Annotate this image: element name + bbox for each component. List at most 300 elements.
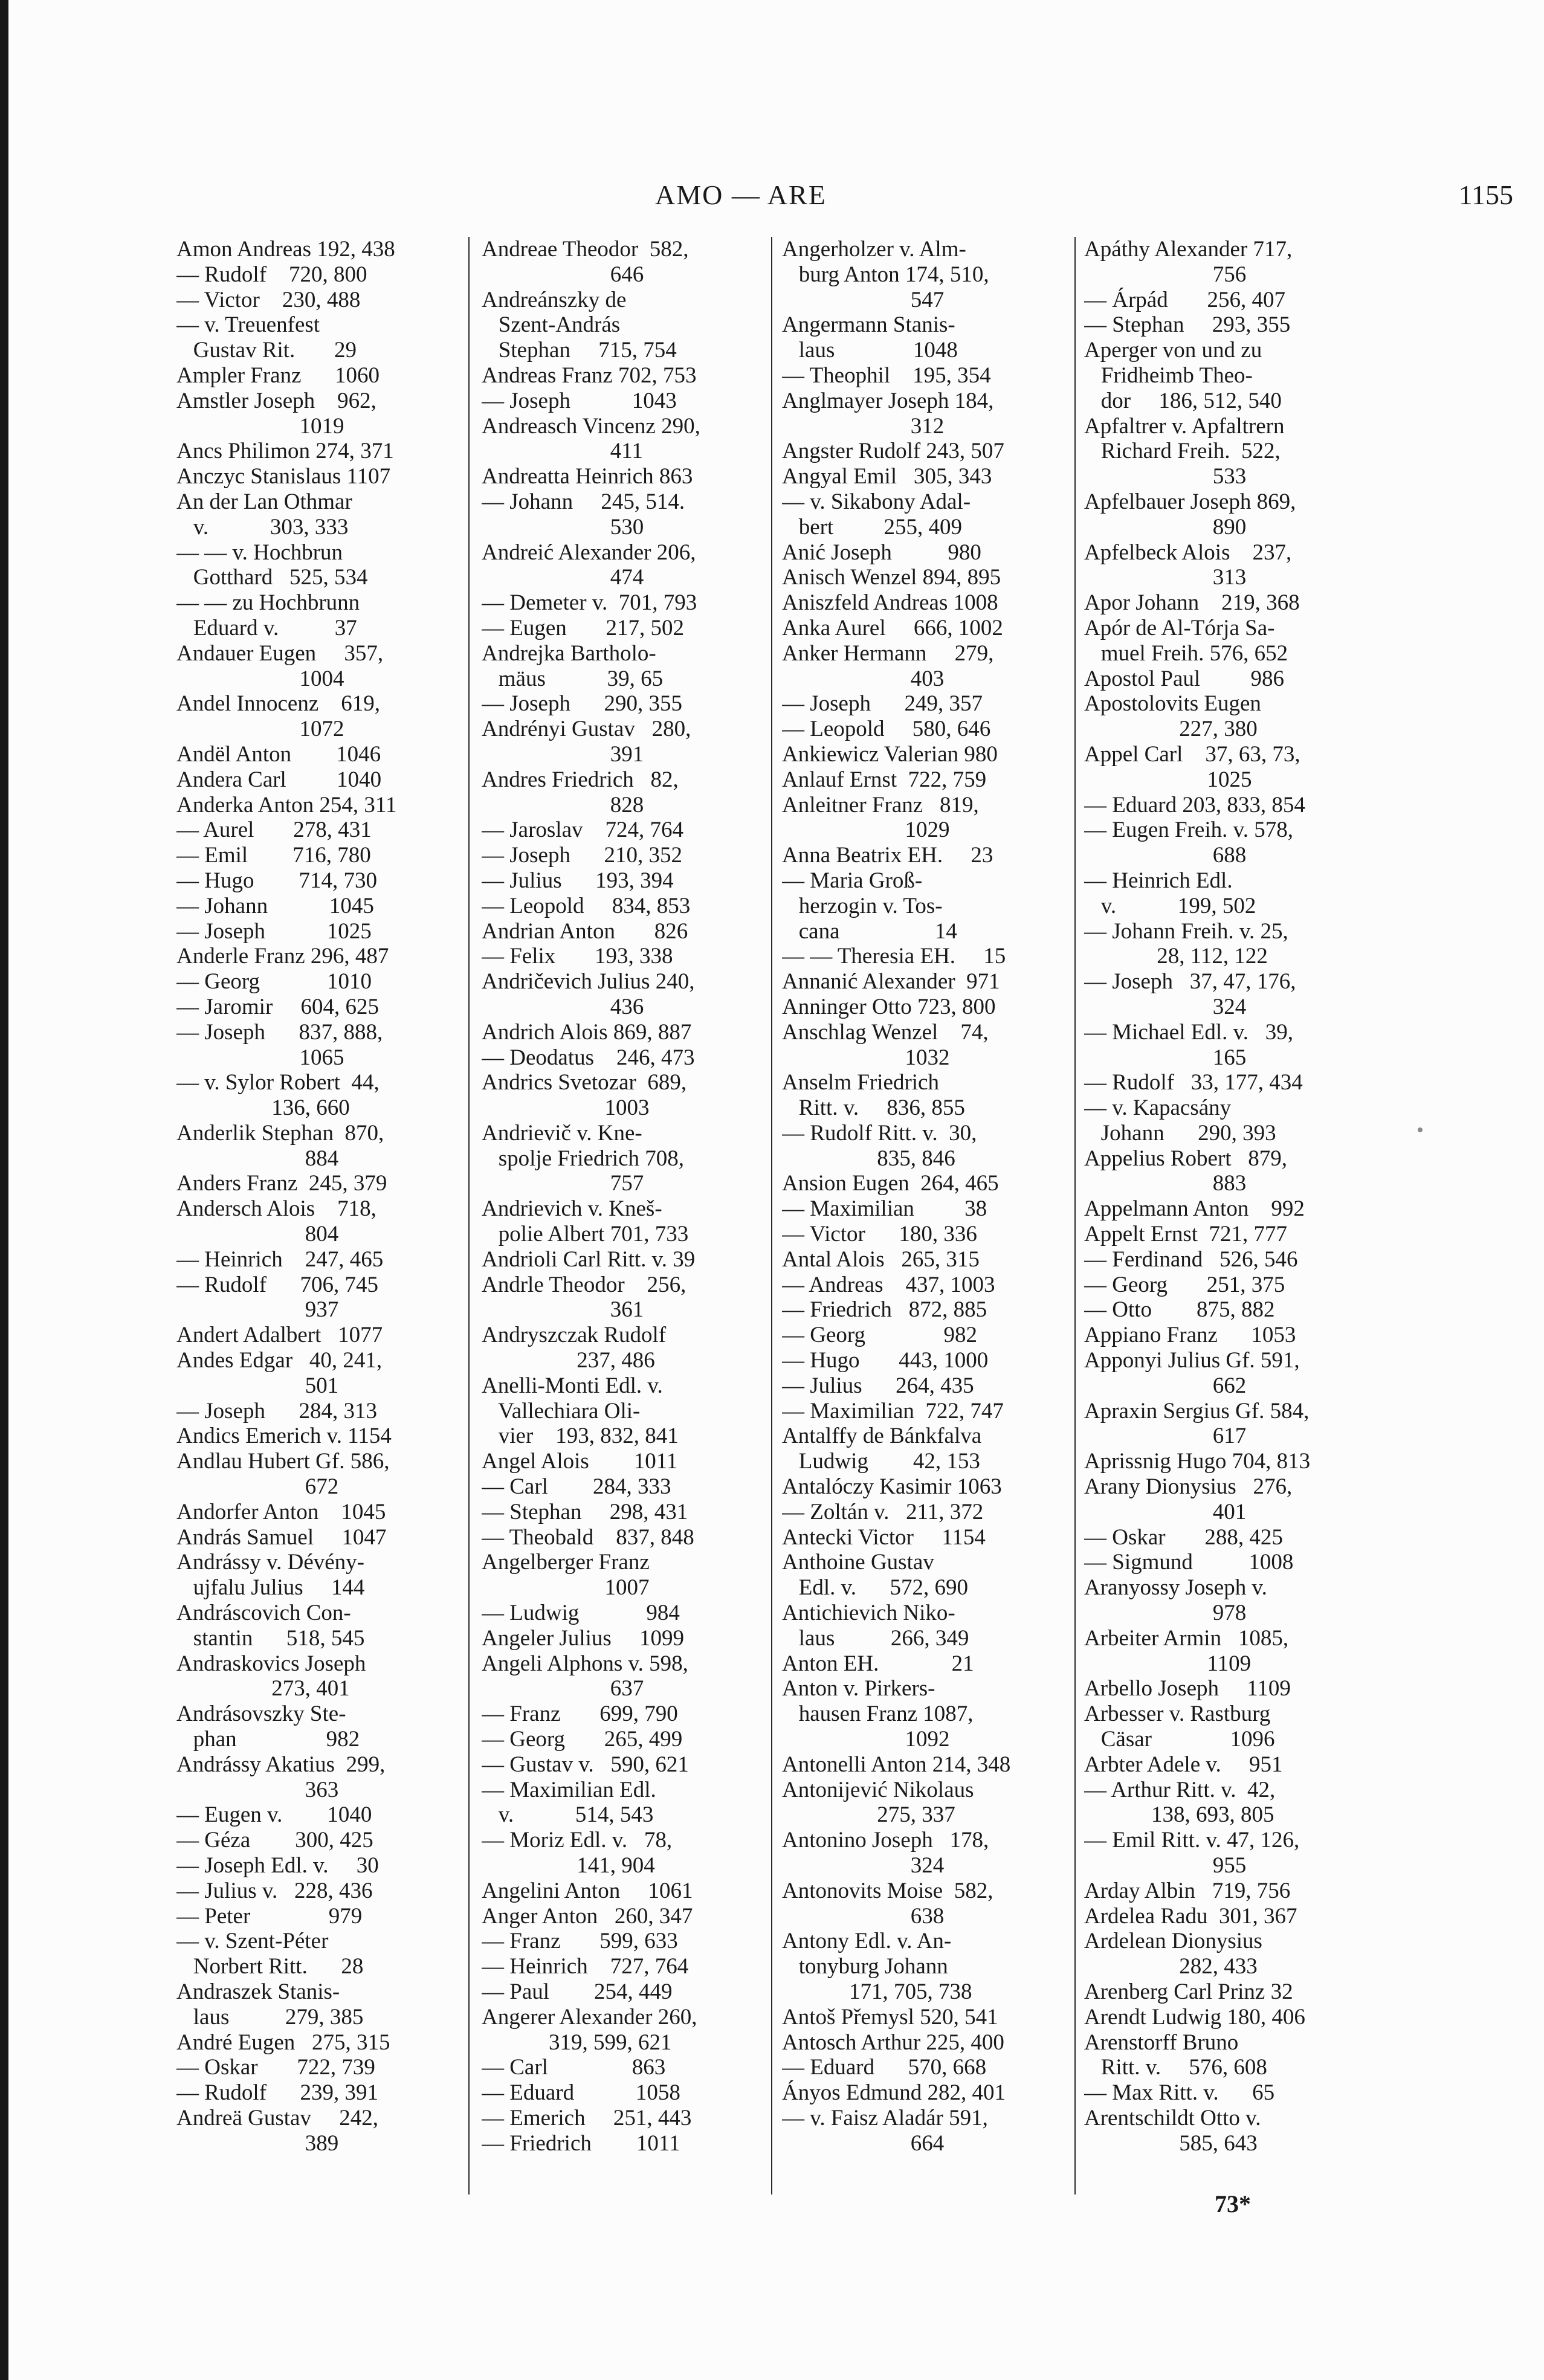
index-entry: Arendt Ludwig 180, 406 [1084, 2004, 1305, 2030]
index-column-3 [782, 237, 1072, 2201]
index-entry: — v. Szent-Péter [176, 1929, 329, 1954]
index-entry: Andrássy Akatius 299, [176, 1752, 386, 1777]
index-entry: Apfelbeck Alois 237, [1084, 540, 1292, 565]
index-entry: Ancs Philimon 274, 371 [176, 439, 394, 464]
index-entry: Andlau Hubert Gf. 586, [176, 1449, 390, 1474]
index-entry: — Johann Freih. v. 25, [1084, 918, 1288, 944]
index-entry: Angelini Anton 1061 [482, 1878, 693, 1903]
index-entry: Andrievich v. Kneš- [482, 1196, 662, 1222]
index-entry: — Heinrich 247, 465 [176, 1246, 384, 1272]
index-entry: Norbert Ritt. 28 [176, 1954, 364, 1979]
index-entry: Ardelean Dionysius [1084, 1929, 1262, 1954]
index-entry: Antony Edl. v. An- [782, 1929, 952, 1954]
index-entry: Antoš Přemysl 520, 541 [782, 2004, 998, 2030]
index-entry: 501 [176, 1373, 339, 1398]
index-entry: Angeler Julius 1099 [482, 1625, 685, 1651]
index-entry: 324 [1084, 994, 1247, 1019]
index-entry: Arenberg Carl Prinz 32 [1084, 1979, 1293, 2004]
column-rule-2 [771, 237, 772, 2195]
index-entry: bert 255, 409 [782, 514, 963, 540]
index-entry: Amstler Joseph 962, [176, 388, 376, 413]
index-entry: — Paul 254, 449 [482, 1979, 673, 2004]
index-entry: 227, 380 [1084, 717, 1258, 742]
index-entry: — Jaroslav 724, 764 [482, 818, 683, 843]
index-entry: — Sigmund 1008 [1084, 1550, 1294, 1575]
index-entry: laus 266, 349 [782, 1625, 969, 1651]
index-entry: — Rudolf 239, 391 [176, 2080, 379, 2106]
index-entry: 547 [782, 287, 945, 312]
index-entry: — Felix 193, 338 [482, 944, 673, 969]
index-entry: Andorfer Anton 1045 [176, 1499, 386, 1524]
index-entry: 828 [482, 792, 644, 818]
index-entry: phan 982 [176, 1727, 360, 1752]
index-entry: 585, 643 [1084, 2130, 1258, 2156]
index-entry: 617 [1084, 1424, 1247, 1449]
index-entry: 1029 [782, 818, 950, 843]
index-entry: Antichievich Niko- [782, 1601, 955, 1626]
index-entry: Antal Alois 265, 315 [782, 1246, 980, 1272]
index-entry: Angelberger Franz [482, 1550, 650, 1575]
index-entry: Andersch Alois 718, [176, 1196, 376, 1222]
index-column-4 [1084, 237, 1374, 2201]
index-entry: 319, 599, 621 [482, 2030, 672, 2055]
index-entry: Andauer Eugen 357, [176, 640, 384, 666]
index-entry: — Rudolf Ritt. v. 30, [782, 1120, 977, 1146]
index-entry: — Hugo 443, 1000 [782, 1348, 989, 1373]
index-entry: Edl. v. 572, 690 [782, 1575, 968, 1601]
index-entry: — Joseph Edl. v. 30 [176, 1853, 379, 1878]
index-entry: Johann 290, 393 [1084, 1120, 1276, 1146]
print-speck [1418, 1127, 1423, 1132]
index-entry: Anlauf Ernst 722, 759 [782, 767, 987, 792]
index-entry: — Peter 979 [176, 1903, 363, 1929]
index-entry: — Georg 1010 [176, 969, 372, 995]
index-entry: Ritt. v. 836, 855 [782, 1095, 965, 1121]
index-entry: Angerholzer v. Alm- [782, 237, 966, 262]
index-entry: v. 199, 502 [1084, 893, 1256, 918]
index-entry: — Joseph 249, 357 [782, 691, 983, 717]
index-entry: Arday Albin 719, 756 [1084, 1878, 1291, 1903]
index-entry: Andrioli Carl Ritt. v. 39 [482, 1246, 696, 1272]
index-entry: Ardelea Radu 301, 367 [1084, 1903, 1297, 1929]
index-entry: 141, 904 [482, 1853, 655, 1878]
index-entry: 1072 [176, 717, 344, 742]
index-entry: 391 [482, 741, 644, 767]
index-entry: — Friedrich 1011 [482, 2130, 680, 2156]
index-entry: — Julius v. 228, 436 [176, 1878, 373, 1903]
index-entry: 324 [782, 1853, 945, 1878]
index-entry: Andreä Gustav 242, [176, 2105, 378, 2130]
index-entry: 361 [482, 1297, 644, 1323]
index-entry: Andreae Theodor 582, [482, 237, 689, 262]
index-entry: — Emil Ritt. v. 47, 126, [1084, 1828, 1300, 1853]
index-entry: Appelt Ernst 721, 777 [1084, 1222, 1288, 1247]
index-entry: 401 [1084, 1499, 1247, 1524]
column-rule-3 [1074, 237, 1076, 2195]
index-entry: 978 [1084, 1601, 1247, 1626]
index-entry: Andrássy v. Dévény- [176, 1550, 364, 1575]
index-entry: — Joseph 284, 313 [176, 1398, 377, 1424]
index-entry: — Rudolf 33, 177, 434 [1084, 1070, 1303, 1095]
index-entry: Andreatta Heinrich 863 [482, 464, 693, 489]
index-entry: 884 [176, 1146, 339, 1171]
index-entry: Appel Carl 37, 63, 73, [1084, 741, 1300, 767]
index-entry: Fridheimb Theo- [1084, 363, 1253, 388]
index-entry: — Carl 863 [482, 2055, 666, 2080]
index-entry: — Eugen Freih. v. 578, [1084, 818, 1293, 843]
index-entry: — Géza 300, 425 [176, 1828, 373, 1853]
index-entry: Anton v. Pirkers- [782, 1676, 935, 1701]
index-entry: v. 514, 543 [482, 1802, 654, 1828]
index-entry: Andraszek Stanis- [176, 1979, 340, 2004]
index-entry: 533 [1084, 464, 1247, 489]
index-entry: — Andreas 437, 1003 [782, 1272, 995, 1297]
index-entry: Arbello Joseph 1109 [1084, 1676, 1291, 1701]
index-entry: Appiano Franz 1053 [1084, 1323, 1296, 1348]
index-entry: — Maria Groß- [782, 868, 923, 893]
index-entry: polie Albert 701, 733 [482, 1222, 689, 1247]
index-entry: cana 14 [782, 918, 957, 944]
index-entry: Andera Carl 1040 [176, 767, 382, 792]
index-entry: Anleitner Franz 819, [782, 792, 979, 818]
index-entry: Apfaltrer v. Apfaltrern [1084, 413, 1285, 439]
index-entry: — Eduard 1058 [482, 2080, 680, 2106]
index-entry: — Leopold 834, 853 [482, 893, 691, 918]
index-entry: — Demeter v. 701, 793 [482, 590, 697, 616]
index-entry: — Stephan 298, 431 [482, 1499, 688, 1524]
index-entry: Andres Friedrich 82, [482, 767, 679, 792]
index-entry: Anka Aurel 666, 1002 [782, 615, 1003, 640]
index-entry: — — v. Hochbrun [176, 540, 343, 565]
index-entry: Ansion Eugen 264, 465 [782, 1171, 999, 1196]
index-entry: Antonelli Anton 214, 348 [782, 1752, 1011, 1777]
index-entry: — Franz 699, 790 [482, 1701, 678, 1727]
index-entry: herzogin v. Tos- [782, 893, 943, 918]
index-entry: 1032 [782, 1045, 950, 1070]
page-number: 1155 [1458, 179, 1513, 210]
index-entry: 28, 112, 122 [1084, 944, 1268, 969]
index-entry: 273, 401 [176, 1676, 350, 1701]
index-entry: 165 [1084, 1045, 1247, 1070]
index-entry: stantin 518, 545 [176, 1625, 365, 1651]
index-entry: — Arthur Ritt. v. 42, [1084, 1777, 1276, 1802]
index-entry: Andrievič v. Kne- [482, 1120, 642, 1146]
index-entry: Anna Beatrix EH. 23 [782, 843, 993, 868]
index-entry: 883 [1084, 1171, 1247, 1196]
index-entry: — Maximilian Edl. [482, 1777, 656, 1802]
index-entry: Vallechiara Oli- [482, 1398, 641, 1424]
index-entry: Andes Edgar 40, 241, [176, 1348, 383, 1373]
index-entry: — Theobald 837, 848 [482, 1524, 694, 1550]
index-entry: Angeli Alphons v. 598, [482, 1651, 688, 1676]
index-entry: 1004 [176, 666, 344, 691]
index-entry: dor 186, 512, 540 [1084, 388, 1282, 413]
index-entry: — v. Faisz Aladár 591, [782, 2105, 988, 2130]
index-entry: Annanić Alexander 971 [782, 969, 1000, 995]
index-entry: — Otto 875, 882 [1084, 1297, 1275, 1323]
index-entry: 1065 [176, 1045, 344, 1070]
index-entry: mäus 39, 65 [482, 666, 664, 691]
index-entry: 171, 705, 738 [782, 1979, 972, 2004]
index-entry: Richard Freih. 522, [1084, 439, 1281, 464]
index-entry: — Victor 180, 336 [782, 1222, 977, 1247]
index-entry: hausen Franz 1087, [782, 1701, 974, 1727]
index-entry: 756 [1084, 262, 1247, 287]
index-entry: Apor Johann 219, 368 [1084, 590, 1300, 616]
index-entry: — Joseph 1025 [176, 918, 372, 944]
index-entry: — Gustav v. 590, 621 [482, 1752, 689, 1777]
index-entry: Andráscovich Con- [176, 1601, 351, 1626]
index-entry: Andrejka Bartholo- [482, 640, 656, 666]
index-entry: Anthoine Gustav [782, 1550, 934, 1575]
index-entry: Apostolovits Eugen [1084, 691, 1261, 717]
index-entry: — Emerich 251, 443 [482, 2105, 692, 2130]
index-entry: Ritt. v. 576, 608 [1084, 2055, 1267, 2080]
index-entry: Anton EH. 21 [782, 1651, 974, 1676]
index-entry: Anisch Wenzel 894, 895 [782, 565, 1001, 590]
index-entry: 1019 [176, 413, 344, 439]
index-entry: 646 [482, 262, 644, 287]
index-entry: Apraxin Sergius Gf. 584, [1084, 1398, 1310, 1424]
index-entry: 835, 846 [782, 1146, 955, 1171]
index-entry: — Joseph 37, 47, 176, [1084, 969, 1296, 995]
index-entry: Anker Hermann 279, [782, 640, 994, 666]
index-entry: 389 [176, 2130, 339, 2156]
index-entry: Angermann Stanis- [782, 312, 955, 338]
index-entry: Angel Alois 1011 [482, 1449, 678, 1474]
index-entry: 436 [482, 994, 644, 1019]
index-entry: An der Lan Othmar [176, 489, 352, 514]
index-entry: Ankiewicz Valerian 980 [782, 741, 998, 767]
index-entry: — Julius 264, 435 [782, 1373, 974, 1398]
index-entry: — Ludwig 984 [482, 1601, 680, 1626]
running-head: AMO — ARE [655, 179, 827, 210]
index-entry: — Joseph 837, 888, [176, 1019, 383, 1045]
index-entry: 411 [482, 439, 643, 464]
index-entry: Gustav Rit. 29 [176, 338, 357, 363]
index-entry: — — zu Hochbrunn [176, 590, 360, 616]
index-entry: — Eugen v. 1040 [176, 1802, 372, 1828]
index-entry: Anderlik Stephan 870, [176, 1120, 384, 1146]
index-entry: — v. Kapacsány [1084, 1095, 1232, 1121]
index-entry: Gotthard 525, 534 [176, 565, 368, 590]
index-entry: Andrényi Gustav 280, [482, 717, 691, 742]
index-entry: Apostol Paul 986 [1084, 666, 1284, 691]
index-entry: Aniszfeld Andreas 1008 [782, 590, 998, 616]
index-entry: Anczyc Stanislaus 1107 [176, 464, 391, 489]
index-entry: — Stephan 293, 355 [1084, 312, 1291, 338]
index-entry: Ányos Edmund 282, 401 [782, 2080, 1006, 2106]
index-entry: Arentschildt Otto v. [1084, 2105, 1261, 2130]
index-entry: — Ferdinand 526, 546 [1084, 1246, 1298, 1272]
index-entry: Andreas Franz 702, 753 [482, 363, 697, 388]
index-entry: 136, 660 [176, 1095, 350, 1121]
index-entry: Andrásovszky Ste- [176, 1701, 346, 1727]
index-entry: — Max Ritt. v. 65 [1084, 2080, 1275, 2106]
index-entry: 474 [482, 565, 644, 590]
index-entry: laus 279, 385 [176, 2004, 364, 2030]
index-entry: — Leopold 580, 646 [782, 717, 991, 742]
index-entry: 312 [782, 413, 945, 439]
index-entry: 282, 433 [1084, 1954, 1258, 1979]
index-entry: — Julius 193, 394 [482, 868, 674, 893]
index-entry: Anselm Friedrich [782, 1070, 939, 1095]
index-entry: — Eduard 203, 833, 854 [1084, 792, 1305, 818]
index-entry: 313 [1084, 565, 1247, 590]
index-entry: Angerer Alexander 260, [482, 2004, 697, 2030]
index-entry: — v. Sylor Robert 44, [176, 1070, 380, 1095]
index-entry: spolje Friedrich 708, [482, 1146, 685, 1171]
index-entry: — Carl 284, 333 [482, 1474, 671, 1500]
index-entry: Arbter Adele v. 951 [1084, 1752, 1283, 1777]
index-entry: Arbesser v. Rastburg [1084, 1701, 1271, 1727]
index-entry: Aprissnig Hugo 704, 813 [1084, 1449, 1311, 1474]
index-entry: Andreić Alexander 206, [482, 540, 696, 565]
index-entry: 237, 486 [482, 1348, 655, 1373]
index-entry: — Joseph 1043 [482, 388, 677, 413]
index-entry: — Zoltán v. 211, 372 [782, 1499, 984, 1524]
index-entry: Antalóczy Kasimir 1063 [782, 1474, 1002, 1500]
index-entry: Antonovits Moise 582, [782, 1878, 993, 1903]
index-entry: Apór de Al-Tórja Sa- [1084, 615, 1275, 640]
index-entry: 662 [1084, 1373, 1247, 1398]
index-entry: Andrle Theodor 256, [482, 1272, 686, 1297]
index-entry: — Victor 230, 488 [176, 287, 361, 312]
index-entry: — Jaromir 604, 625 [176, 994, 380, 1019]
index-entry: André Eugen 275, 315 [176, 2030, 390, 2055]
index-entry: — Franz 599, 633 [482, 1929, 678, 1954]
index-entry: — Hugo 714, 730 [176, 868, 377, 893]
index-entry: Andics Emerich v. 1154 [176, 1424, 392, 1449]
index-entry: 275, 337 [782, 1802, 955, 1828]
index-entry: 890 [1084, 514, 1247, 540]
index-entry: vier 193, 832, 841 [482, 1424, 679, 1449]
index-entry: Antalffy de Bánkfalva [782, 1424, 982, 1449]
index-entry: — Heinrich 727, 764 [482, 1954, 689, 1979]
index-entry: Antosch Arthur 225, 400 [782, 2030, 1004, 2055]
index-entry: Andraskovics Joseph [176, 1651, 366, 1676]
index-entry: — Eugen 217, 502 [482, 615, 685, 640]
index-entry: — Moriz Edl. v. 78, [482, 1828, 673, 1853]
index-entry: — Aurel 278, 431 [176, 818, 372, 843]
index-entry: Eduard v. 37 [176, 615, 357, 640]
index-entry: v. 303, 333 [176, 514, 349, 540]
index-entry: Antonijević Nikolaus [782, 1777, 974, 1802]
index-entry: — — Theresia EH. 15 [782, 944, 1006, 969]
index-entry: Andel Innocenz 619, [176, 691, 381, 717]
index-entry: Apponyi Julius Gf. 591, [1084, 1348, 1300, 1373]
index-entry: — Friedrich 872, 885 [782, 1297, 987, 1323]
index-entry: 138, 693, 805 [1084, 1802, 1274, 1828]
index-entry: — Maximilian 38 [782, 1196, 987, 1222]
index-entry: Stephan 715, 754 [482, 338, 677, 363]
index-entry: Ludwig 42, 153 [782, 1449, 980, 1474]
index-entry: — Georg 982 [782, 1323, 978, 1348]
index-entry: Aperger von und zu [1084, 338, 1262, 363]
index-entry: 363 [176, 1777, 339, 1802]
index-entry: Arenstorff Bruno [1084, 2030, 1239, 2055]
index-entry: 757 [482, 1171, 644, 1196]
index-entry: — Oskar 288, 425 [1084, 1524, 1283, 1550]
index-entry: — Eduard 570, 668 [782, 2055, 987, 2080]
index-entry: 403 [782, 666, 945, 691]
index-entry: 1007 [482, 1575, 650, 1601]
sheet-signature: 73* [1215, 2190, 1251, 2217]
index-entry: 530 [482, 514, 644, 540]
index-entry: 1025 [1084, 767, 1252, 792]
index-entry: tonyburg Johann [782, 1954, 948, 1979]
index-entry: Anglmayer Joseph 184, [782, 388, 994, 413]
index-entry: — Emil 716, 780 [176, 843, 371, 868]
index-entry: — Georg 251, 375 [1084, 1272, 1285, 1297]
index-entry: — Johann 245, 514. [482, 489, 685, 514]
index-entry: ujfalu Julius 144 [176, 1575, 365, 1601]
index-entry: Angyal Emil 305, 343 [782, 464, 992, 489]
index-entry: Andreasch Vincenz 290, [482, 413, 700, 439]
index-entry: 804 [176, 1222, 339, 1247]
index-entry: — Árpád 256, 407 [1084, 287, 1285, 312]
index-entry: — Theophil 195, 354 [782, 363, 991, 388]
index-entry: Ampler Franz 1060 [176, 363, 380, 388]
index-entry: burg Anton 174, 510, [782, 262, 989, 287]
index-entry: Apfelbauer Joseph 869, [1084, 489, 1296, 514]
index-entry: Andreánszky de [482, 287, 627, 312]
index-column-1 [176, 237, 467, 2201]
index-entry: — Deodatus 246, 473 [482, 1045, 695, 1070]
index-entry: Anić Joseph 980 [782, 540, 981, 565]
index-entry: — Michael Edl. v. 39, [1084, 1019, 1293, 1045]
index-entry: András Samuel 1047 [176, 1524, 387, 1550]
index-entry: Appelius Robert 879, [1084, 1146, 1288, 1171]
index-entry: muel Freih. 576, 652 [1084, 640, 1288, 666]
index-entry: — Johann 1045 [176, 893, 374, 918]
index-entry: — Oskar 722, 739 [176, 2055, 375, 2080]
index-entry: Anelli-Monti Edl. v. [482, 1373, 663, 1398]
index-entry: Anderle Franz 296, 487 [176, 944, 389, 969]
index-entry: 637 [482, 1676, 644, 1701]
index-entry: — Rudolf 706, 745 [176, 1272, 379, 1297]
index-entry: 688 [1084, 843, 1247, 868]
index-entry: 1003 [482, 1095, 650, 1121]
index-entry: 1109 [1084, 1651, 1252, 1676]
index-entry: 955 [1084, 1853, 1247, 1878]
index-entry: — Maximilian 722, 747 [782, 1398, 1004, 1424]
index-entry: — v. Sikabony Adal- [782, 489, 971, 514]
index-entry: 638 [782, 1903, 945, 1929]
index-entry: — v. Treuenfest [176, 312, 320, 338]
index-entry: Anschlag Wenzel 74, [782, 1019, 989, 1045]
index-entry: Anders Franz 245, 379 [176, 1171, 387, 1196]
index-column-2 [482, 237, 772, 2201]
index-entry: Andert Adalbert 1077 [176, 1323, 383, 1348]
index-entry: Andrian Anton 826 [482, 918, 688, 944]
index-entry: — Georg 265, 499 [482, 1727, 683, 1752]
index-entry: laus 1048 [782, 338, 958, 363]
index-entry: Arany Dionysius 276, [1084, 1474, 1293, 1500]
index-entry: 672 [176, 1474, 339, 1500]
index-entry: — Joseph 210, 352 [482, 843, 682, 868]
index-entry: Andrics Svetozar 689, [482, 1070, 687, 1095]
index-entry: Andryszczak Rudolf [482, 1323, 667, 1348]
index-entry: Anninger Otto 723, 800 [782, 994, 996, 1019]
index-entry: Amon Andreas 192, 438 [176, 237, 395, 262]
index-entry: Arbeiter Armin 1085, [1084, 1625, 1289, 1651]
index-entry: Appelmann Anton 992 [1084, 1196, 1305, 1222]
index-entry: Antonino Joseph 178, [782, 1828, 989, 1853]
index-entry: 1092 [782, 1727, 950, 1752]
column-rule-1 [468, 237, 470, 2195]
index-entry: Szent-András [482, 312, 621, 338]
